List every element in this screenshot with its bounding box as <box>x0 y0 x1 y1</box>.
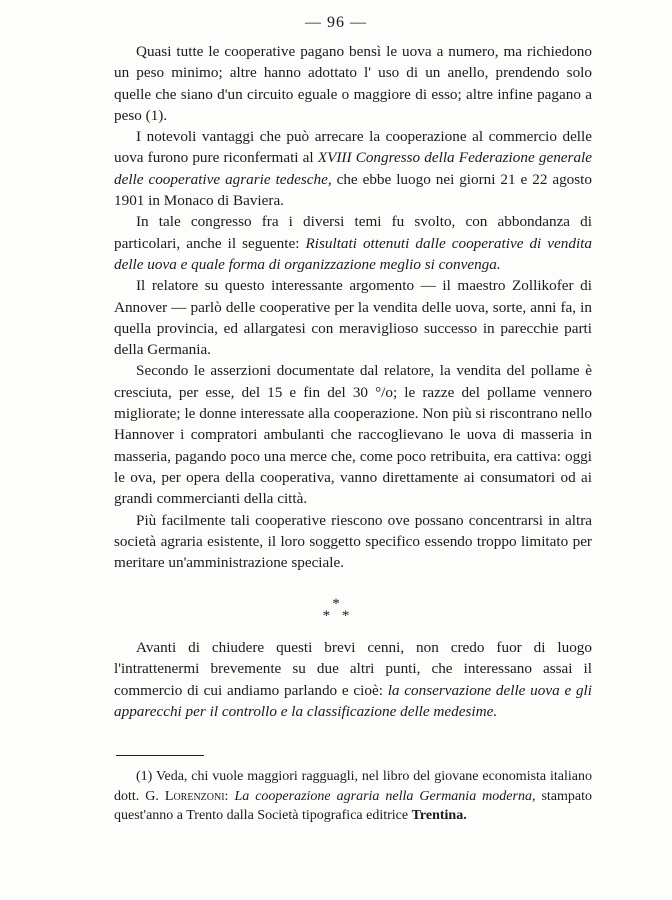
footnote-book-title: La cooperazione agraria nella Germania moderna, <box>234 788 536 804</box>
paragraph-6: Più facilmente tali cooperative riescono ove possano concentrarsi in altra società agraria esistente, il loro soggetto specifico essendo troppo limitato per meritare un'amministrazione speciale. <box>114 511 592 572</box>
paragraph-7-text-a: Avanti di chiudere questi brevi cenni, non credo fuor di luogo l'intrattenermi brevemente su due altri punti, che interessano assai il commercio di cui andiamo parlando e cioè: <box>114 639 592 699</box>
closing-topics: la conservazione delle uova e gli apparecchi per il controllo e la classificazione delle medesime. <box>114 681 592 720</box>
paragraph-2-text-c: che ebbe luogo nei giorni 21 e 22 agosto 1901 in Monaco di Baviera. <box>114 170 592 210</box>
paragraph-3-text-a: In tale congresso fra i diversi temi fu svolto, con abbondanza di particolari, anche il seguente: <box>114 213 592 252</box>
topic-title: Risultati ottenuti dalle cooperative di vendita delle uova e quale forma di organizzazione meglio si convenga. <box>114 234 592 273</box>
footnote-1 <box>114 767 592 826</box>
footnote-author: Lorenzoni <box>164 788 225 804</box>
section-divider-asterisms <box>0 598 672 622</box>
footnote-text-c: stampato quest'anno a Trento dalla Società tipografica editrice <box>114 788 593 824</box>
congress-title: XVIII Congresso della Federazione generale delle cooperative agrarie tedesche, <box>114 149 593 188</box>
footnote-publisher: Trentina. <box>411 808 467 824</box>
footnote-rule <box>116 755 204 756</box>
paragraph-2-text-a: I notevoli vantaggi che può arrecare la cooperazione al commercio delle uova furono pure riconfermati al <box>114 128 592 167</box>
footnote-text-b: : <box>224 788 235 804</box>
asterism-top: * <box>332 596 340 612</box>
paragraph-5: Secondo le asserzioni documentate dal relatore, la vendita del pollame è cresciuta, per esse, del 15 e fin del 30 °/o; le razze del pollame vennero migliorate; le donne interessate alla cooperazione. Non più si riscontrano nello Hannover i compratori ambulanti che raccoglievano le uova di masseria in masseria, pagando poco una merce che, come poco retribuita, era cattiva: oggi le ova, per opera della cooperativa, vanno direttamente ai consumatori od ai grandi commercianti della città. <box>114 362 592 508</box>
paragraph-2 <box>114 126 592 211</box>
footnote <box>114 767 592 826</box>
main-text <box>114 41 592 573</box>
footnote-text-a: (1) Veda, chi vuole maggiori ragguagli, nel libro del giovane economista italiano dott. G. <box>114 769 592 804</box>
paragraph-1: Quasi tutte le cooperative pagano bensì le uova a numero, ma richiedono un peso minimo; altre hanno adottato l' uso di un anello, prendendo solo quelle che siano d'un circuito eguale o maggiore di esso; altre infine pagano a peso (1). <box>114 43 592 124</box>
closing-section <box>114 637 592 722</box>
asterism-bottom: * * <box>322 608 354 624</box>
paragraph-4: Il relatore su questo interessante argomento — il maestro Zollikofer di Annover — parlò delle cooperative per la vendita delle uova, sorte, anni fa, in quella provincia, ed allargatesi con meraviglioso successo in parecchie parti della Germania. <box>114 277 592 359</box>
paragraph-7 <box>114 637 592 722</box>
page-number: — 96 — <box>305 14 367 31</box>
paragraph-3 <box>114 211 592 275</box>
